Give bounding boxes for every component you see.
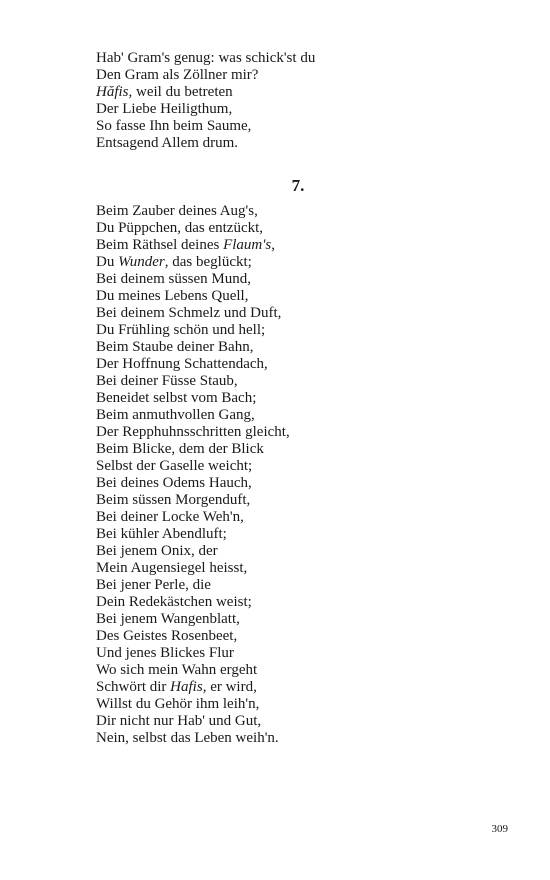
poem-line [96, 560, 496, 577]
line-text: Bei jenem Wangenblatt, [96, 611, 240, 627]
poem-line [96, 662, 496, 679]
line-text: Beneidet selbst vom Bach; [96, 390, 257, 406]
poem-line [96, 407, 496, 424]
poem-line [96, 50, 496, 67]
line-text: Bei deinem süssen Mund, [96, 271, 251, 287]
line-text: Beim Zauber deines Aug's, [96, 203, 258, 219]
poem-line [96, 237, 496, 254]
poem-line [96, 458, 496, 475]
line-text: , das beglückt; [164, 254, 252, 270]
line-text: Du Frühling schön und hell; [96, 322, 266, 338]
poem-line [96, 730, 496, 747]
poem-line [96, 203, 496, 220]
poem-line [96, 84, 496, 101]
line-text: Nein, selbst das Leben weih'n. [96, 730, 279, 746]
poem-line [96, 322, 496, 339]
line-text: Dir nicht nur Hab' und Gut, [96, 713, 262, 729]
poem-line [96, 254, 496, 271]
line-text: , er wird, [202, 679, 257, 695]
line-text: Bei jener Perle, die [96, 577, 211, 593]
section-number: 7. [291, 176, 305, 195]
poem-line [96, 594, 496, 611]
line-text: Du meines Lebens Quell, [96, 288, 249, 304]
poem-line [96, 611, 496, 628]
line-text: So fasse Ihn beim Saume, [96, 118, 252, 134]
poem-line [96, 713, 496, 730]
poem-line [96, 441, 496, 458]
poem-line [96, 67, 496, 84]
poem-line [96, 628, 496, 645]
poem-line [96, 220, 496, 237]
line-text: Der Hoffnung Schattendach, [96, 356, 268, 372]
poem-line [96, 509, 496, 526]
line-text: Hab' Gram's genug: was schick'st du [96, 50, 316, 66]
poem-line [96, 390, 496, 407]
line-text: Bei deiner Füsse Staub, [96, 373, 238, 389]
poem-line [96, 577, 496, 594]
line-text: Selbst der Gaselle weicht; [96, 458, 253, 474]
poem-line [96, 305, 496, 322]
italic-name: Flaum's [223, 237, 272, 253]
italic-name: Hafis [170, 679, 203, 695]
poem-stanza-1 [96, 50, 496, 152]
poem-stanza-2 [96, 203, 496, 747]
line-text: Beim Blicke, dem der Blick [96, 441, 264, 457]
line-text: Der Liebe Heiligthum, [96, 101, 233, 117]
line-text: Beim Räthsel deines [96, 237, 224, 253]
line-text: , [271, 237, 276, 253]
line-text: Schwört dir [96, 679, 171, 695]
poem-line [96, 645, 496, 662]
poem-line [96, 271, 496, 288]
line-text: Bei deines Odems Hauch, [96, 475, 252, 491]
line-text: Beim Staube deiner Bahn, [96, 339, 254, 355]
line-text: Du Püppchen, das entzückt, [96, 220, 264, 236]
line-text: Mein Augensiegel heisst, [96, 560, 248, 576]
italic-name: Hăfis [96, 84, 129, 100]
poem-line [96, 543, 496, 560]
line-text: Dein Redekästchen weist; [96, 594, 252, 610]
poem-line [96, 339, 496, 356]
line-text: Willst du Gehör ihm leih'n, [96, 696, 260, 712]
line-text: Wo sich mein Wahn ergeht [96, 662, 258, 678]
poem-line [96, 492, 496, 509]
line-text: Bei deiner Locke Weh'n, [96, 509, 244, 525]
line-text: Du [96, 254, 119, 270]
poem-line [96, 118, 496, 135]
line-text: Der Repphuhnsschritten gleicht, [96, 424, 290, 440]
poem-line [96, 526, 496, 543]
line-text: Beim anmuthvollen Gang, [96, 407, 255, 423]
poem-line [96, 696, 496, 713]
line-text: Beim süssen Morgenduft, [96, 492, 251, 508]
poem-line [96, 288, 496, 305]
poem-line [96, 475, 496, 492]
poem-line [96, 679, 496, 696]
line-text: Des Geistes Rosenbeet, [96, 628, 238, 644]
line-text: Den Gram als Zöllner mir? [96, 67, 259, 83]
line-text: Bei jenem Onix, der [96, 543, 218, 559]
line-text: Und jenes Blickes Flur [96, 645, 234, 661]
page-number: 309 [491, 823, 508, 835]
poem-line [96, 356, 496, 373]
line-text: Bei kühler Abendluft; [96, 526, 227, 542]
poem-line [96, 373, 496, 390]
poem-line [96, 424, 496, 441]
line-text: Bei deinem Schmelz und Duft, [96, 305, 282, 321]
poem-line [96, 101, 496, 118]
italic-name: Wunder [118, 254, 165, 270]
poem-line [96, 135, 496, 152]
line-text: Entsagend Allem drum. [96, 135, 239, 151]
line-text: , weil du betreten [128, 84, 233, 100]
